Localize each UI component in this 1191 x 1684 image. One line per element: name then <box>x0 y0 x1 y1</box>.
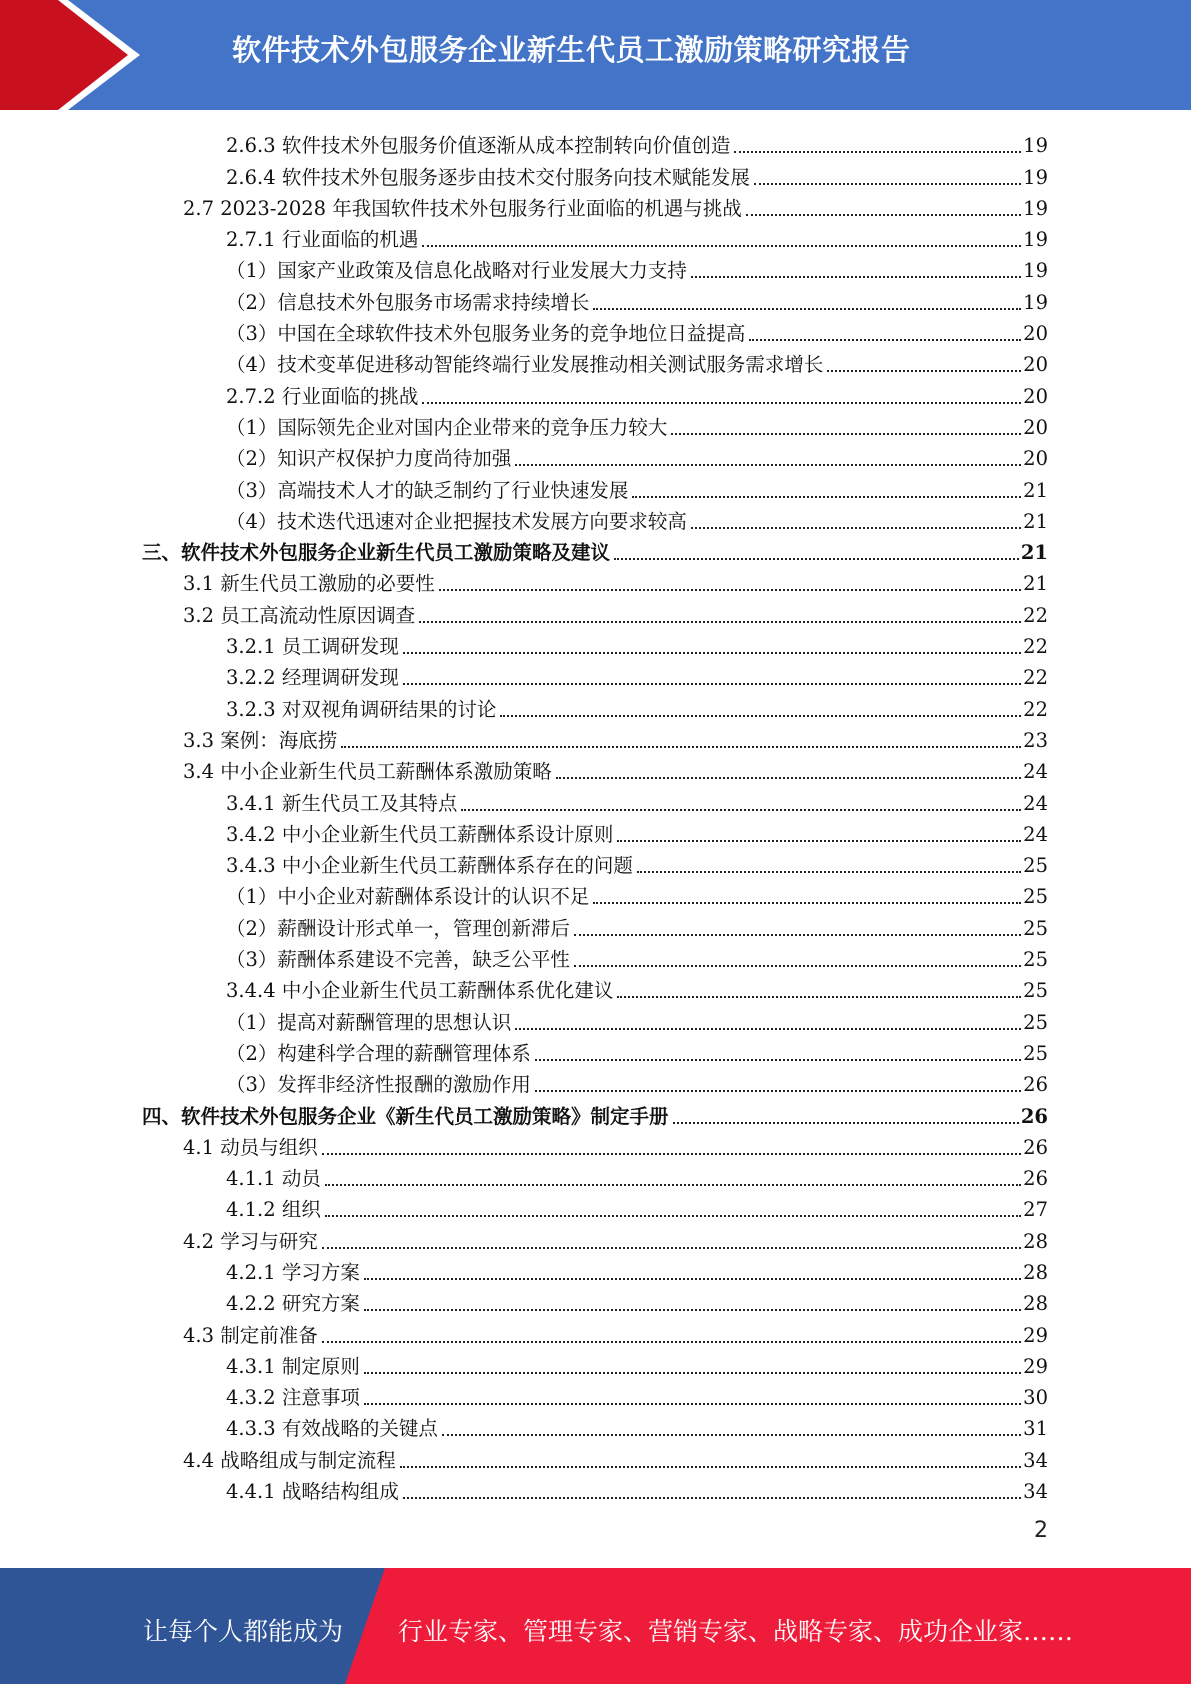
toc-dot-leader <box>746 213 1021 216</box>
toc-entry[interactable] <box>0 1442 1191 1473</box>
toc-dot-leader <box>593 901 1021 904</box>
toc-entry-page: 26 <box>1023 1167 1048 1191</box>
toc-entry[interactable] <box>0 566 1191 597</box>
toc-entry[interactable] <box>0 535 1191 566</box>
toc-dot-leader <box>691 275 1021 278</box>
toc-entry-page: 22 <box>1023 697 1048 721</box>
table-of-contents <box>0 128 1191 1505</box>
toc-entry-title: （1）国际领先企业对国内企业带来的竞争压力较大 <box>226 415 668 439</box>
toc-entry-title: （3）发挥非经济性报酬的激励作用 <box>226 1073 531 1097</box>
toc-entry[interactable] <box>0 723 1191 754</box>
toc-entry[interactable] <box>0 1255 1191 1286</box>
toc-dot-leader <box>403 1496 1021 1499</box>
toc-entry-page: 22 <box>1023 666 1048 690</box>
toc-entry-title: 3.4.4 中小企业新生代员工薪酬体系优化建议 <box>226 979 614 1003</box>
toc-dot-leader <box>500 714 1021 717</box>
toc-entry[interactable] <box>0 691 1191 722</box>
toc-dot-leader <box>593 307 1021 310</box>
toc-entry[interactable] <box>0 629 1191 660</box>
toc-entry-title: （2）知识产权保护力度尚待加强 <box>226 447 512 471</box>
toc-entry-title: （1）中小企业对薪酬体系设计的认识不足 <box>226 885 590 909</box>
toc-entry-page: 25 <box>1023 979 1048 1003</box>
toc-entry[interactable] <box>0 1192 1191 1223</box>
toc-entry[interactable] <box>0 159 1191 190</box>
toc-entry-title: 2.6.3 软件技术外包服务价值逐渐从成本控制转向价值创造 <box>226 134 731 158</box>
toc-dot-leader <box>322 1152 1021 1155</box>
toc-entry-page: 25 <box>1023 854 1048 878</box>
toc-entry-title: 4.2.1 学习方案 <box>226 1260 360 1284</box>
toc-entry-title: 4.4 战略组成与制定流程 <box>183 1448 396 1472</box>
toc-entry-title: 3.4.2 中小企业新生代员工薪酬体系设计原则 <box>226 822 614 846</box>
toc-entry-title: 2.7.2 行业面临的挑战 <box>226 384 419 408</box>
page-footer <box>0 1568 1191 1684</box>
toc-entry[interactable] <box>0 504 1191 535</box>
toc-entry-title: （2）信息技术外包服务市场需求持续增长 <box>226 290 590 314</box>
toc-dot-leader <box>439 588 1021 591</box>
toc-entry-title: （3）高端技术人才的缺乏制约了行业快速发展 <box>226 478 629 502</box>
toc-entry-page: 21 <box>1023 509 1048 533</box>
toc-dot-leader <box>325 1214 1021 1217</box>
toc-dot-leader <box>827 369 1021 372</box>
toc-dot-leader <box>364 1308 1021 1311</box>
toc-entry-page: 24 <box>1023 760 1048 784</box>
toc-dot-leader <box>617 995 1021 998</box>
toc-entry-page: 22 <box>1023 635 1048 659</box>
toc-entry-title: 3.2.3 对双视角调研结果的讨论 <box>226 697 497 721</box>
toc-entry[interactable] <box>0 1223 1191 1254</box>
toc-dot-leader <box>637 870 1021 873</box>
toc-entry-title: 3.2.1 员工调研发现 <box>226 635 399 659</box>
toc-dot-leader <box>535 1058 1021 1061</box>
toc-entry-title: 4.3.3 有效战略的关键点 <box>226 1417 438 1441</box>
page-header <box>0 0 1191 110</box>
toc-dot-leader <box>341 745 1021 748</box>
toc-entry-page: 24 <box>1023 822 1048 846</box>
toc-dot-leader <box>422 244 1021 247</box>
toc-entry-page: 21 <box>1023 572 1048 596</box>
toc-entry-page: 25 <box>1023 916 1048 940</box>
toc-entry-page: 19 <box>1023 134 1048 158</box>
toc-entry[interactable] <box>0 754 1191 785</box>
toc-entry-title: 三、软件技术外包服务企业新生代员工激励策略及建议 <box>142 541 611 565</box>
toc-entry-title: 4.2.2 研究方案 <box>226 1292 360 1316</box>
toc-entry-title: 4.2 学习与研究 <box>183 1229 318 1253</box>
toc-entry-title: 2.6.4 软件技术外包服务逐步由技术交付服务向技术赋能发展 <box>226 165 750 189</box>
toc-entry-page: 23 <box>1023 728 1048 752</box>
toc-dot-leader <box>419 620 1021 623</box>
toc-entry-page: 25 <box>1023 1010 1048 1034</box>
toc-entry[interactable] <box>0 1286 1191 1317</box>
toc-entry-title: 3.4.3 中小企业新生代员工薪酬体系存在的问题 <box>226 854 633 878</box>
toc-entry-page: 29 <box>1023 1323 1048 1347</box>
toc-entry[interactable] <box>0 222 1191 253</box>
toc-entry-page: 28 <box>1023 1260 1048 1284</box>
toc-entry-title: （2）构建科学合理的薪酬管理体系 <box>226 1041 531 1065</box>
toc-entry[interactable] <box>0 1474 1191 1505</box>
toc-dot-leader <box>403 682 1021 685</box>
toc-entry[interactable] <box>0 785 1191 816</box>
toc-entry[interactable] <box>0 347 1191 378</box>
toc-dot-leader <box>614 557 1019 560</box>
toc-entry-page: 34 <box>1023 1480 1048 1504</box>
toc-entry[interactable] <box>0 817 1191 848</box>
header-red-arrow-decoration <box>0 0 150 110</box>
toc-entry-page: 20 <box>1023 353 1048 377</box>
toc-entry[interactable] <box>0 441 1191 472</box>
toc-entry-title: （3）薪酬体系建设不完善，缺乏公平性 <box>226 948 570 972</box>
toc-entry-title: 3.1 新生代员工激励的必要性 <box>183 572 435 596</box>
toc-entry-page: 24 <box>1023 791 1048 815</box>
toc-entry[interactable] <box>0 1067 1191 1098</box>
toc-dot-leader <box>754 182 1021 185</box>
toc-dot-leader <box>574 964 1021 967</box>
toc-entry-title: 4.3 制定前准备 <box>183 1323 318 1347</box>
footer-career-list: 行业专家、管理专家、营销专家、战略专家、成功企业家…… <box>398 1617 1074 1646</box>
toc-entry[interactable] <box>0 378 1191 409</box>
toc-entry-page: 27 <box>1023 1198 1048 1222</box>
toc-entry[interactable] <box>0 910 1191 941</box>
toc-entry-page: 19 <box>1023 228 1048 252</box>
toc-dot-leader <box>671 432 1021 435</box>
toc-entry-page: 26 <box>1023 1135 1048 1159</box>
toc-entry[interactable] <box>0 1130 1191 1161</box>
toc-dot-leader <box>322 1246 1021 1249</box>
toc-entry-title: 4.1.1 动员 <box>226 1167 321 1191</box>
toc-entry[interactable] <box>0 1161 1191 1192</box>
toc-entry[interactable] <box>0 848 1191 879</box>
toc-dot-leader <box>422 401 1021 404</box>
toc-entry-page: 30 <box>1023 1386 1048 1410</box>
toc-entry-title: （2）薪酬设计形式单一，管理创新滞后 <box>226 916 570 940</box>
toc-entry[interactable] <box>0 191 1191 222</box>
toc-dot-leader <box>617 839 1021 842</box>
toc-entry-title: 四、软件技术外包服务企业《新生代员工激励策略》制定手册 <box>142 1104 669 1128</box>
footer-motto: 让每个人都能成为 <box>143 1617 344 1646</box>
toc-dot-leader <box>556 776 1021 779</box>
toc-dot-leader <box>364 1371 1021 1374</box>
toc-entry[interactable] <box>0 1349 1191 1380</box>
toc-entry-page: 26 <box>1023 1073 1048 1097</box>
toc-dot-leader <box>515 463 1021 466</box>
toc-dot-leader <box>442 1433 1021 1436</box>
toc-entry[interactable] <box>0 597 1191 628</box>
toc-entry[interactable] <box>0 660 1191 691</box>
toc-entry[interactable] <box>0 253 1191 284</box>
toc-entry-title: 3.2.2 经理调研发现 <box>226 666 399 690</box>
toc-entry-page: 25 <box>1023 1041 1048 1065</box>
toc-entry-page: 29 <box>1023 1354 1048 1378</box>
toc-entry-page: 20 <box>1023 415 1048 439</box>
toc-dot-leader <box>515 1027 1021 1030</box>
toc-dot-leader <box>364 1277 1021 1280</box>
toc-entry-title: 2.7 2023-2028 年我国软件技术外包服务行业面临的机遇与挑战 <box>183 196 742 220</box>
toc-entry-page: 34 <box>1023 1448 1048 1472</box>
toc-dot-leader <box>325 1183 1021 1186</box>
toc-dot-leader <box>364 1402 1021 1405</box>
toc-entry-page: 19 <box>1023 290 1048 314</box>
toc-entry-title: 3.4.1 新生代员工及其特点 <box>226 791 458 815</box>
toc-dot-leader <box>734 150 1021 153</box>
toc-entry-title: （1）提高对薪酬管理的思想认识 <box>226 1010 512 1034</box>
toc-entry-title: 3.3 案例：海底捞 <box>183 728 338 752</box>
toc-dot-leader <box>632 495 1021 498</box>
toc-dot-leader <box>535 1089 1021 1092</box>
toc-entry[interactable] <box>0 942 1191 973</box>
toc-entry[interactable] <box>0 316 1191 347</box>
report-title: 软件技术外包服务企业新生代员工激励策略研究报告 <box>232 33 911 67</box>
toc-entry[interactable] <box>0 1004 1191 1035</box>
toc-entry-page: 19 <box>1023 165 1048 189</box>
toc-dot-leader <box>400 1465 1021 1468</box>
toc-entry-page: 25 <box>1023 948 1048 972</box>
toc-entry[interactable] <box>0 472 1191 503</box>
toc-dot-leader <box>574 933 1021 936</box>
toc-entry[interactable] <box>0 128 1191 159</box>
toc-entry-page: 20 <box>1023 322 1048 346</box>
toc-entry[interactable] <box>0 1098 1191 1129</box>
toc-entry-title: 2.7.1 行业面临的机遇 <box>226 228 419 252</box>
toc-entry-title: 4.1.2 组织 <box>226 1198 321 1222</box>
toc-entry-page: 19 <box>1023 196 1048 220</box>
toc-dot-leader <box>403 651 1021 654</box>
toc-entry-title: 4.3.2 注意事项 <box>226 1386 360 1410</box>
toc-entry-page: 21 <box>1020 541 1048 565</box>
toc-entry-page: 25 <box>1023 885 1048 909</box>
toc-entry-page: 28 <box>1023 1229 1048 1253</box>
toc-entry-page: 22 <box>1023 603 1048 627</box>
toc-entry[interactable] <box>0 1411 1191 1442</box>
toc-entry-page: 26 <box>1020 1104 1048 1128</box>
toc-entry[interactable] <box>0 410 1191 441</box>
toc-dot-leader <box>322 1340 1021 1343</box>
toc-dot-leader <box>749 338 1021 341</box>
toc-entry-page: 19 <box>1023 259 1048 283</box>
toc-entry-page: 20 <box>1023 384 1048 408</box>
toc-entry[interactable] <box>0 973 1191 1004</box>
toc-dot-leader <box>691 526 1021 529</box>
toc-entry[interactable] <box>0 284 1191 315</box>
toc-entry-page: 28 <box>1023 1292 1048 1316</box>
toc-entry[interactable] <box>0 1317 1191 1348</box>
toc-entry[interactable] <box>0 1036 1191 1067</box>
toc-entry[interactable] <box>0 1380 1191 1411</box>
toc-dot-leader <box>461 808 1021 811</box>
toc-entry-title: 3.2 员工高流动性原因调查 <box>183 603 416 627</box>
toc-entry-title: 4.1 动员与组织 <box>183 1135 318 1159</box>
toc-entry-title: 4.3.1 制定原则 <box>226 1354 360 1378</box>
toc-entry-page: 21 <box>1023 478 1048 502</box>
toc-entry-title: （4）技术变革促进移动智能终端行业发展推动相关测试服务需求增长 <box>226 353 824 377</box>
toc-entry-title: （1）国家产业政策及信息化战略对行业发展大力支持 <box>226 259 687 283</box>
toc-entry-title: 4.4.1 战略结构组成 <box>226 1480 399 1504</box>
toc-entry-page: 31 <box>1023 1417 1048 1441</box>
page-number: 2 <box>1034 1518 1048 1543</box>
toc-dot-leader <box>673 1121 1019 1124</box>
toc-entry-title: （3）中国在全球软件技术外包服务业务的竞争地位日益提高 <box>226 322 746 346</box>
toc-entry-title: 3.4 中小企业新生代员工薪酬体系激励策略 <box>183 760 552 784</box>
toc-entry[interactable] <box>0 879 1191 910</box>
toc-entry-title: （4）技术迭代迅速对企业把握技术发展方向要求较高 <box>226 509 687 533</box>
toc-entry-page: 20 <box>1023 447 1048 471</box>
